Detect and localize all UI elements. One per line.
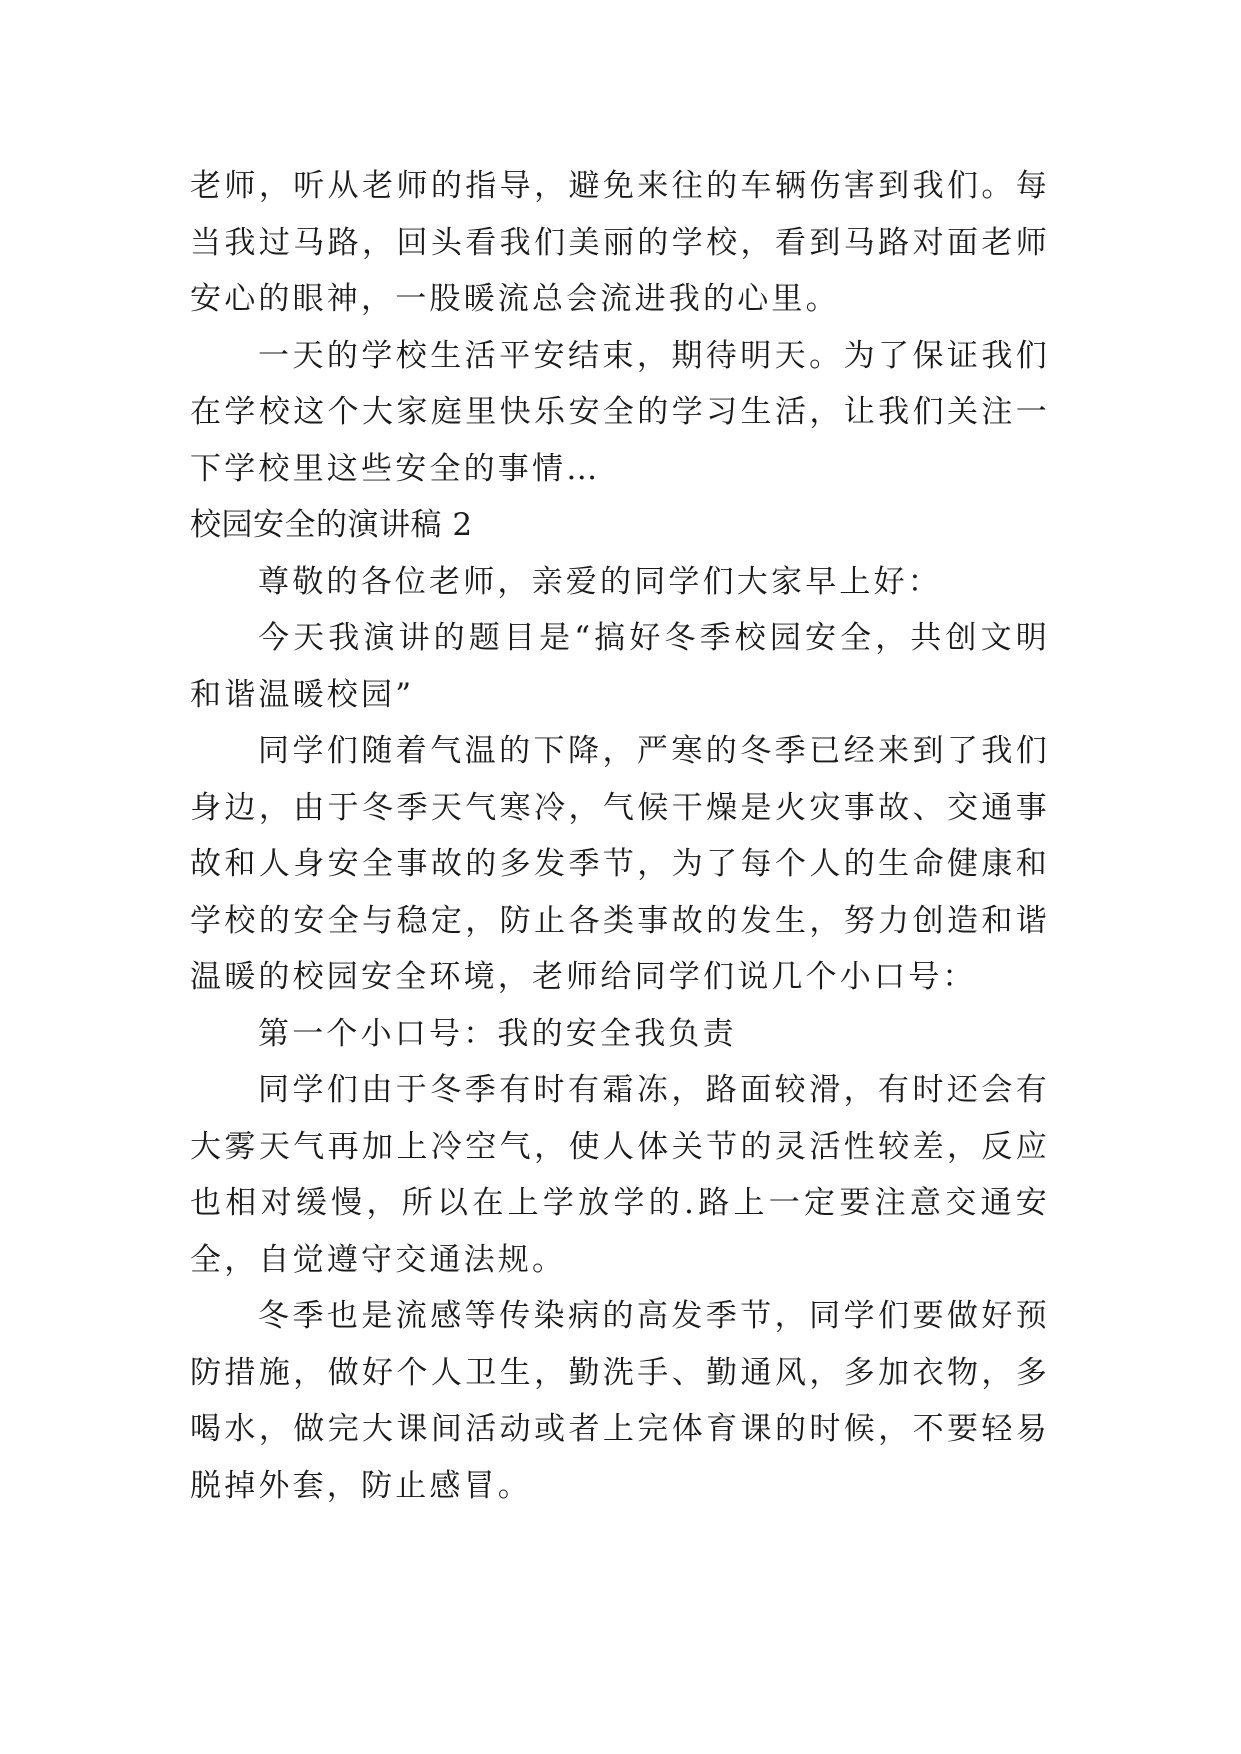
paragraph: 冬季也是流感等传染病的高发季节，同学们要做好预防措施，做好个人卫生，勤洗手、勤通风，多加衣物，多喝水，做完大课间活动或者上完体育课的时候，不要轻易脱掉外套，防止感冒。	[190, 1298, 1050, 1504]
document-body	[190, 158, 1050, 1514]
paragraph: 同学们随着气温的下降，严寒的冬季已经来到了我们身边，由于冬季天气寒冷，气候干燥是火灾事故、交通事故和人身安全事故的多发季节，为了每个人的生命健康和学校的安全与稳定，防止各类事故的发生，努力创造和谐温暖的校园安全环境，老师给同学们说几个小口号：	[190, 733, 1050, 995]
section-heading: 校园安全的演讲稿 2	[190, 507, 473, 543]
paragraph-slogan: 第一个小口号：我的安全我负责	[258, 1015, 737, 1052]
paragraph: 今天我演讲的题目是“搞好冬季校园安全，共创文明和谐温暖校园”	[190, 620, 1050, 713]
paragraph: 一天的学校生活平安结束，期待明天。为了保证我们在学校这个大家庭里快乐安全的学习生活，让我们关注一下学校里这些安全的事情…	[190, 337, 1050, 487]
paragraph: 同学们由于冬季有时有霜冻，路面较滑，有时还会有大雾天气再加上冷空气，使人体关节的灵活性较差，反应也相对缓慢，所以在上学放学的.路上一定要注意交通安全，自觉遵守交通法规。	[190, 1072, 1050, 1278]
paragraph-greeting: 尊敬的各位老师，亲爱的同学们大家早上好：	[258, 563, 942, 600]
paragraph-continuation: 老师，听从老师的指导，避免来往的车辆伤害到我们。每当我过马路，回头看我们美丽的学校，看到马路对面老师安心的眼神，一股暖流总会流进我的心里。	[190, 168, 1050, 317]
